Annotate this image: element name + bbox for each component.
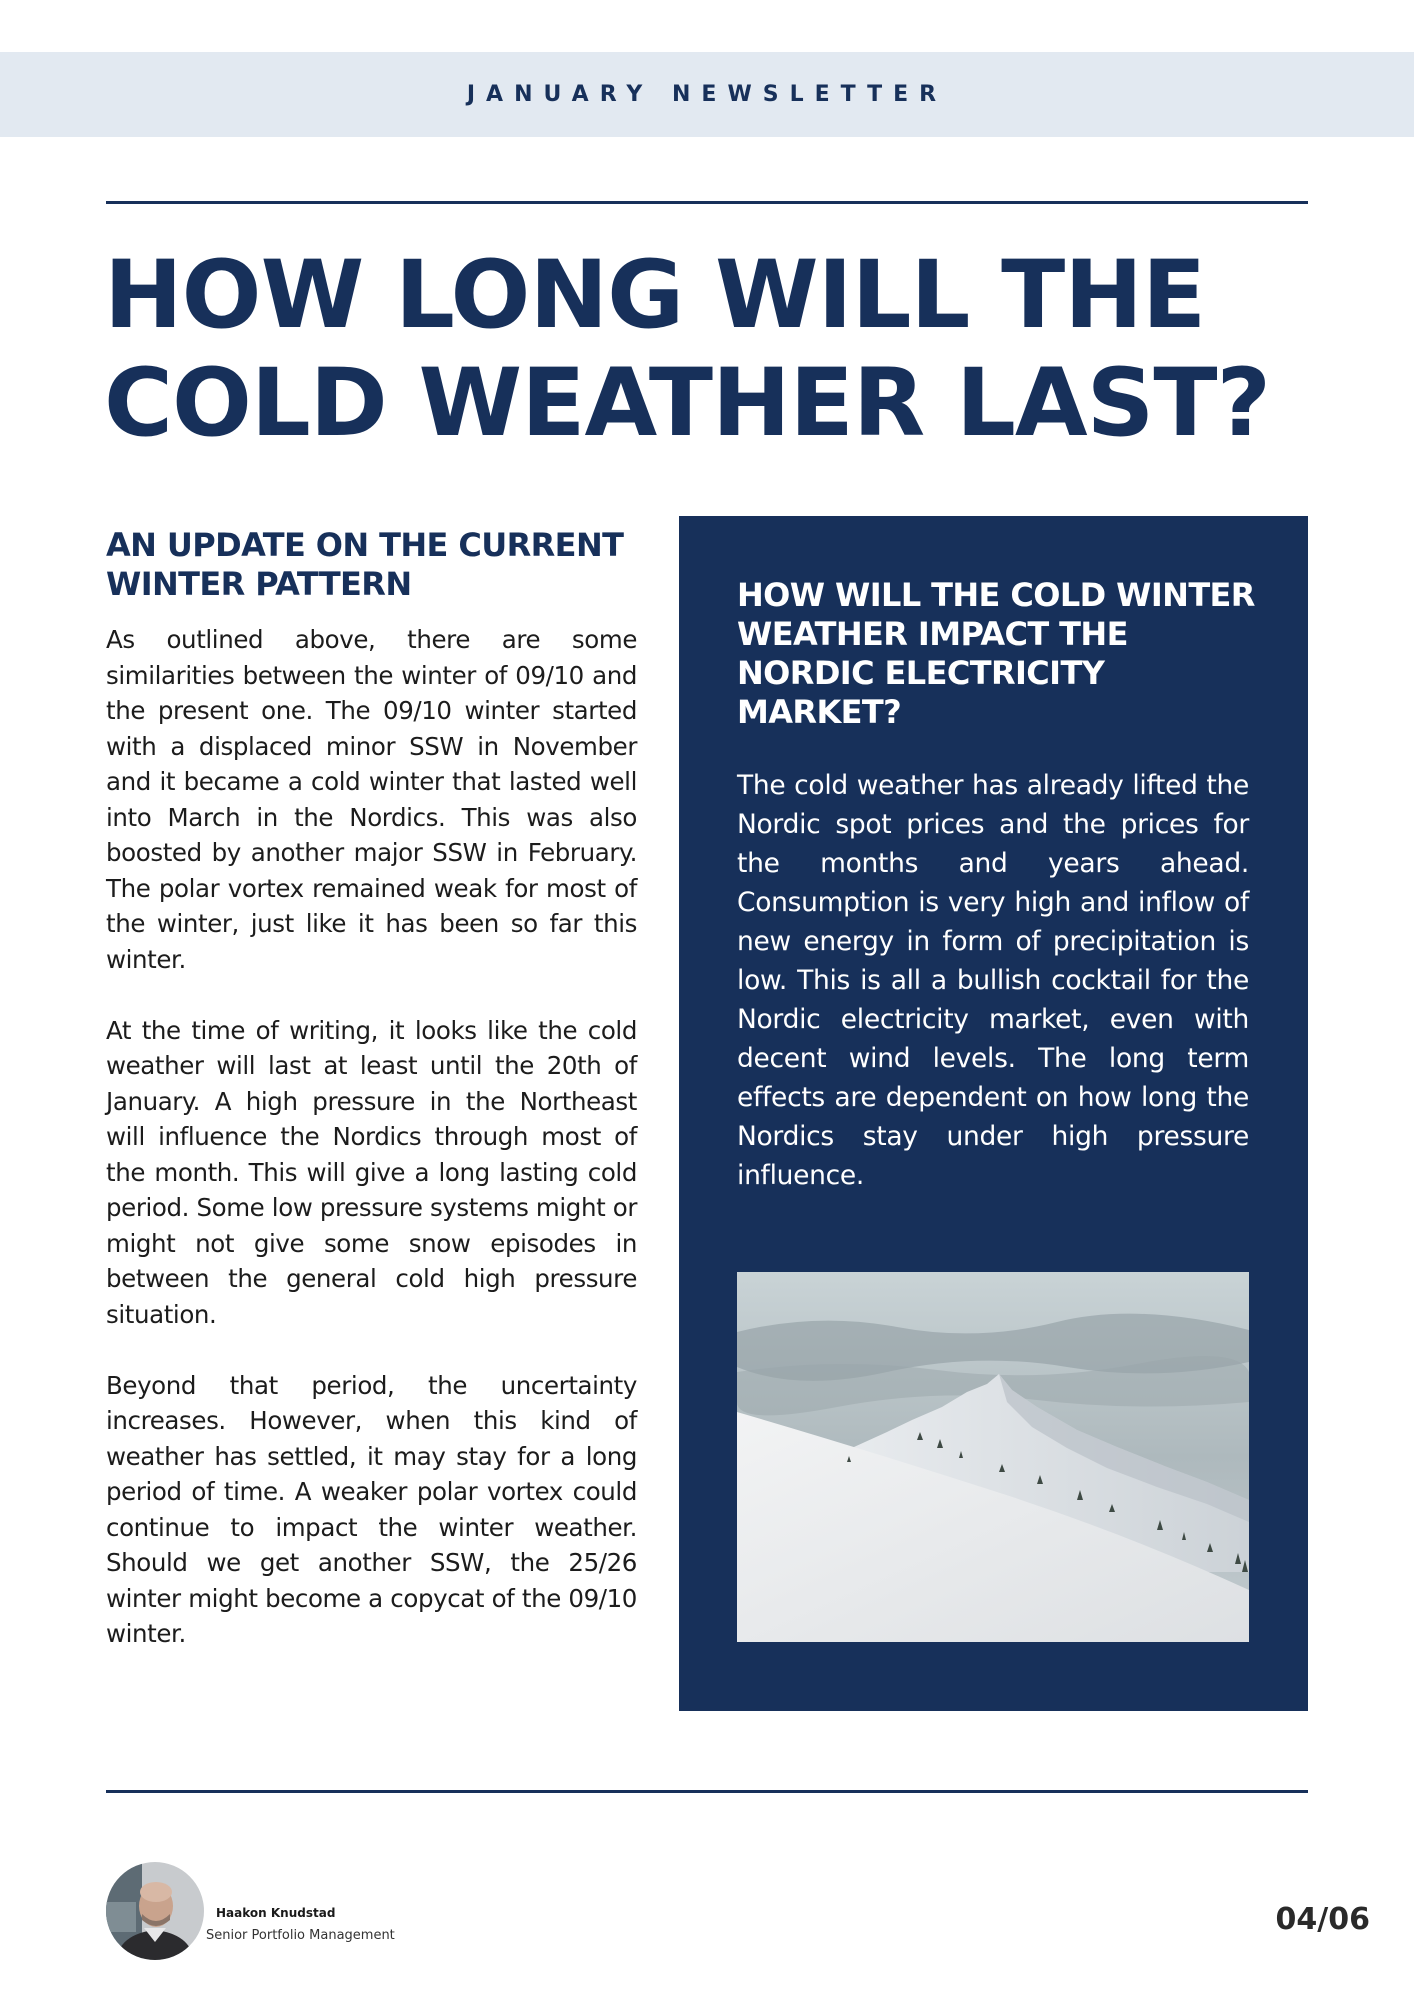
panel-heading: HOW WILL THE COLD WINTER WEATHER IMPACT THE NORDIC ELECTRICITY MARKET? — [737, 576, 1255, 731]
page-headline — [104, 242, 1344, 458]
author-name: Haakon Knudstad — [216, 1906, 336, 1920]
left-column — [106, 526, 637, 1687]
page-number: 04/06 — [1275, 1902, 1370, 1937]
left-paragraph-3: Beyond that period, the uncertainty increases. However, when this kind of weather has settled, it may stay for a long period of time. A weaker polar vortex could continue to impact the winter weather. Should we get another SSW, the 25/26 winter might become a copycat of the 09/10 winter. — [106, 1370, 637, 1648]
author-role: Senior Portfolio Management — [206, 1928, 395, 1943]
left-column-heading: AN UPDATE ON THE CURRENT WINTER PATTERN — [106, 526, 624, 603]
panel-body-text: The cold weather has already lifted the Nordic spot prices and the prices for the months and years ahead. Consumption is very high and inflow of new energy in form of precipitation is low. This is all a bullish cocktail for the Nordic electricity market, even with decent wind levels. The long term effects are dependent on how long the Nordics stay under high pressure influence. — [737, 770, 1249, 1191]
market-impact-panel — [679, 516, 1308, 1711]
headline-line-2: COLD WEATHER LAST? — [104, 349, 1270, 458]
left-paragraph-1: As outlined above, there are some similarities between the winter of 09/10 and the present one. The 09/10 winter started with a displaced minor SSW in November and it became a cold winter that lasted well into March in the Nordics. This was also boosted by another major SSW in February. The polar vortex remained weak for most of the winter, just like it has been so far this winter. — [106, 625, 637, 974]
left-paragraph-2: At the time of writing, it looks like the cold weather will last at least until the 20th of January. A high pressure in the Northeast will influence the Nordics through most of the month. This will give a long lasting cold period. Some low pressure systems might or might not give some snow episodes in between the general cold high pressure situation. — [106, 1015, 637, 1329]
author-avatar — [106, 1862, 204, 1960]
headline-line-1: HOW LONG WILL THE — [104, 241, 1206, 350]
newsletter-banner — [0, 52, 1414, 137]
banner-title: JANUARY NEWSLETTER — [466, 82, 948, 107]
top-divider — [106, 201, 1308, 204]
snowy-mountain-photo — [737, 1272, 1249, 1642]
bottom-divider — [106, 1790, 1308, 1793]
